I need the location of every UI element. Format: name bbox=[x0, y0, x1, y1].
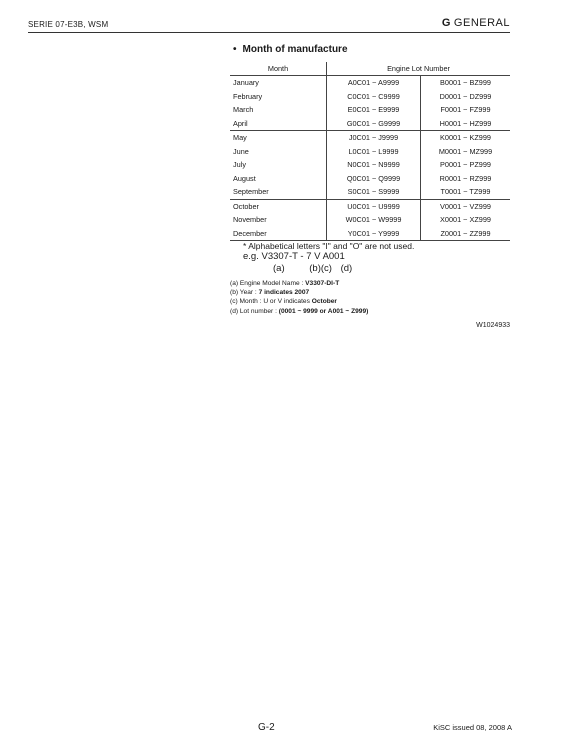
column-header-lot-number: Engine Lot Number bbox=[327, 62, 511, 76]
table-row bbox=[230, 117, 510, 131]
table-cell-lot-range-2: P0001 ~ PZ999 bbox=[440, 160, 491, 170]
bullet-icon: • bbox=[233, 44, 237, 55]
table-cell-lot-range-1: J0C01 ~ J9999 bbox=[327, 131, 421, 145]
table-row bbox=[230, 90, 510, 104]
marker-bc: (b)(c) bbox=[309, 263, 332, 274]
table-cell-lot-range-2: V0001 ~ VZ999 bbox=[440, 201, 491, 211]
legend-list bbox=[230, 279, 368, 316]
header-divider bbox=[28, 32, 510, 33]
legend-item bbox=[230, 307, 368, 316]
table-row bbox=[230, 172, 510, 186]
legend-value: 7 indicates 2007 bbox=[258, 289, 310, 297]
section-name: GENERAL bbox=[453, 17, 510, 29]
header-section bbox=[442, 17, 510, 29]
table-row bbox=[230, 213, 510, 227]
table-cell-lot-range-1: W0C01 ~ W9999 bbox=[327, 213, 421, 227]
table-cell-lot-range-2: X0001 ~ XZ999 bbox=[440, 215, 491, 225]
table-cell-lot-range-1: A0C01 ~ A9999 bbox=[327, 76, 421, 90]
table-cell-month: July bbox=[230, 158, 327, 172]
table-row bbox=[230, 185, 510, 199]
table-cell-month: August bbox=[230, 172, 327, 186]
table-cell-lot-range-1: Q0C01 ~ Q9999 bbox=[327, 172, 421, 186]
header-document-title: SERIE 07-E3B, WSM bbox=[28, 20, 109, 29]
section-title-text: Month of manufacture bbox=[242, 44, 348, 55]
lot-number-table bbox=[230, 62, 510, 241]
table-cell-month: December bbox=[230, 227, 327, 241]
page-number: G-2 bbox=[258, 722, 275, 733]
table-cell-month: September bbox=[230, 185, 327, 199]
table-cell-lot-range-2: Z0001 ~ ZZ999 bbox=[421, 227, 511, 241]
footnote: * Alphabetical letters "I" and "O" are not used. bbox=[243, 241, 415, 251]
table-cell-lot-range-1: U0C01 ~ U9999 bbox=[327, 199, 421, 213]
marker-d: (d) bbox=[340, 263, 353, 274]
table-cell-month: March bbox=[230, 103, 327, 117]
table-cell-month: April bbox=[230, 117, 327, 131]
table-body bbox=[230, 76, 510, 241]
table-cell-lot-range-2: H0001 ~ HZ999 bbox=[421, 117, 511, 131]
section-letter: G bbox=[441, 17, 451, 29]
table-cell-lot-range-1: L0C01 ~ L9999 bbox=[327, 145, 421, 159]
table-cell-lot-range-1: E0C01 ~ E9999 bbox=[327, 103, 421, 117]
table-cell-lot-range-2: B0001 ~ BZ999 bbox=[440, 78, 491, 88]
table-cell-lot-range-2: D0001 ~ DZ999 bbox=[439, 91, 492, 101]
table-cell-lot-range-2: F0001 ~ FZ999 bbox=[440, 105, 491, 115]
table-header-row bbox=[230, 62, 510, 76]
legend-value: October bbox=[311, 298, 337, 306]
table-cell-lot-range-1: Y0C01 ~ Y9999 bbox=[327, 227, 421, 241]
table-row bbox=[230, 227, 510, 241]
legend-label: (b) Year : bbox=[230, 289, 259, 297]
example-code: e.g. V3307-T - 7 V A001 bbox=[243, 251, 345, 262]
table-cell-lot-range-1: N0C01 ~ N9999 bbox=[327, 158, 421, 172]
legend-label: (a) Engine Model Name : bbox=[230, 280, 306, 287]
section-heading bbox=[233, 44, 348, 55]
table-cell-lot-range-2: K0001 ~ KZ999 bbox=[440, 133, 491, 143]
legend-value: (0001 ~ 9999 or A001 ~ Z999) bbox=[278, 307, 369, 315]
table-row bbox=[230, 158, 510, 172]
legend-value: V3307-DI-T bbox=[305, 280, 340, 287]
table-cell-month: October bbox=[230, 199, 327, 213]
table-cell-lot-range-1: S0C01 ~ S9999 bbox=[327, 185, 421, 199]
column-header-month: Month bbox=[230, 62, 327, 76]
table-cell-month: May bbox=[230, 131, 327, 145]
table-row bbox=[230, 103, 510, 117]
issue-info: KiSC issued 08, 2008 A bbox=[433, 723, 512, 732]
document-code: W1024933 bbox=[476, 322, 510, 329]
legend-item bbox=[230, 279, 368, 288]
table-cell-month: January bbox=[230, 76, 327, 90]
table-cell-month: June bbox=[230, 145, 327, 159]
table-cell-lot-range-2: T0001 ~ TZ999 bbox=[421, 185, 511, 199]
table-row bbox=[230, 76, 510, 90]
table-cell-month: February bbox=[230, 90, 327, 104]
marker-a: (a) bbox=[273, 263, 285, 274]
table-cell-lot-range-1: C0C01 ~ C9999 bbox=[327, 90, 421, 104]
table-row bbox=[230, 131, 510, 145]
legend-item bbox=[230, 297, 368, 306]
table-cell-lot-range-1: G0C01 ~ G9999 bbox=[327, 117, 421, 131]
legend-label: (c) Month : U or V indicates bbox=[230, 298, 312, 306]
example-markers bbox=[273, 263, 352, 274]
legend-item bbox=[230, 288, 368, 297]
table-cell-lot-range-2: R0001 ~ RZ999 bbox=[439, 173, 492, 183]
table-cell-lot-range-2: M0001 ~ MZ999 bbox=[438, 146, 493, 156]
table-cell-month: November bbox=[230, 213, 327, 227]
table-row bbox=[230, 199, 510, 213]
legend-label: (d) Lot number : bbox=[230, 307, 279, 315]
table-row bbox=[230, 145, 510, 159]
